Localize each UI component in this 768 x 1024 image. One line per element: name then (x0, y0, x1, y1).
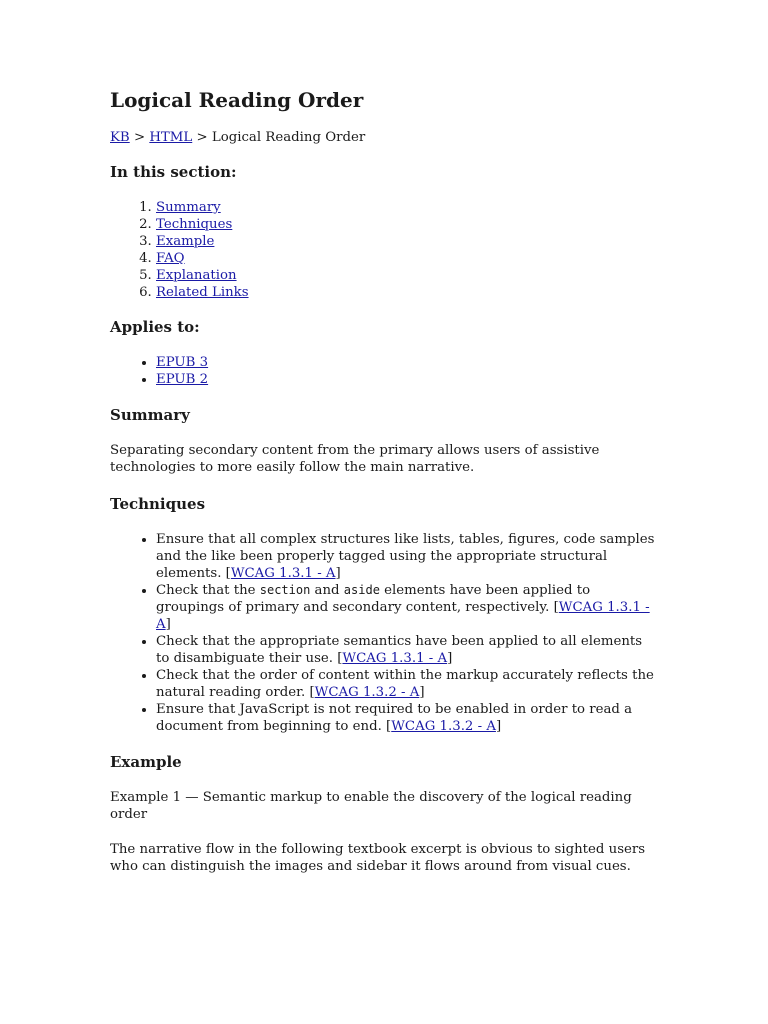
breadcrumb (110, 129, 658, 146)
technique-bracket: ] (495, 719, 502, 734)
toc-link-summary[interactable]: Summary (156, 200, 221, 215)
technique-bracket: ] (447, 651, 453, 666)
applies-item (156, 371, 658, 388)
technique-bracket: ] (165, 617, 171, 632)
technique-item (156, 531, 658, 582)
main-content (110, 86, 658, 875)
technique-text: Check that the appropriate semantics have been applied to all elements to disambiguate their use. [ (156, 634, 643, 666)
example-heading: Example (110, 753, 182, 771)
applies-heading: Applies to: (110, 318, 200, 336)
breadcrumb-current: Logical Reading Order (211, 130, 366, 145)
wcag-link[interactable]: WCAG 1.3.1 - A (156, 600, 650, 632)
summary-text: Separating secondary content from the primary allows users of assistive technologies to more easily follow the main narrative. (110, 443, 600, 475)
wcag-link[interactable]: WCAG 1.3.1 - A (342, 651, 448, 666)
code-aside: aside (343, 583, 380, 597)
technique-item (156, 701, 658, 735)
technique-bracket: ] (335, 566, 341, 581)
code-section: section (259, 583, 311, 597)
toc-link-related-links[interactable]: Related Links (156, 285, 249, 300)
wcag-link[interactable]: WCAG 1.3.2 - A (314, 685, 420, 700)
technique-text: elements have been applied to groupings of primary and secondary content, respectively. [ (156, 583, 591, 615)
wcag-link[interactable]: WCAG 1.3.2 - A (391, 719, 496, 734)
toc-link-explanation[interactable]: Explanation (156, 268, 237, 283)
technique-item (156, 582, 658, 633)
toc-link-example[interactable]: Example (156, 234, 215, 249)
breadcrumb-separator: > (129, 130, 150, 145)
summary-heading: Summary (110, 406, 190, 424)
technique-text: Ensure that JavaScript is not required to be enabled in order to read a document from beginning to end. [ (156, 702, 633, 734)
applies-link-epub2[interactable]: EPUB 2 (156, 372, 209, 387)
technique-item (156, 667, 658, 701)
toc-item (156, 233, 658, 250)
applies-list (110, 354, 658, 388)
technique-text: and (310, 583, 344, 598)
technique-item (156, 633, 658, 667)
toc-link-techniques[interactable]: Techniques (156, 217, 233, 232)
toc-link-faq[interactable]: FAQ (156, 251, 185, 266)
example-caption: Example 1 — Semantic markup to enable the discovery of the logical reading order (110, 790, 632, 822)
toc-item (156, 199, 658, 216)
toc-item (156, 284, 658, 301)
technique-text: Check that the order of content within the markup accurately reflects the natural reading order. [ (156, 668, 654, 700)
toc-item (156, 216, 658, 233)
toc-item (156, 267, 658, 284)
technique-text: Ensure that all complex structures like lists, tables, figures, code samples and the like been properly tagged using the appropriate structural elements. [ (156, 532, 655, 581)
wcag-link[interactable]: WCAG 1.3.1 - A (230, 566, 336, 581)
toc-list (110, 199, 658, 301)
breadcrumb-separator: > (192, 130, 212, 145)
applies-item (156, 354, 658, 371)
applies-link-epub3[interactable]: EPUB 3 (156, 355, 209, 370)
breadcrumb-html-link[interactable]: HTML (149, 130, 193, 145)
example-text: The narrative flow in the following textbook excerpt is obvious to sighted users who can distinguish the images and sidebar it flows around from visual cues. (110, 842, 646, 874)
techniques-heading: Techniques (110, 495, 206, 513)
toc-heading: In this section: (110, 163, 237, 181)
toc-item (156, 250, 658, 267)
breadcrumb-kb-link[interactable]: KB (110, 130, 130, 145)
techniques-list (110, 531, 658, 735)
page-title: Logical Reading Order (110, 88, 364, 112)
technique-bracket: ] (419, 685, 425, 700)
technique-text: Check that the (156, 583, 260, 598)
